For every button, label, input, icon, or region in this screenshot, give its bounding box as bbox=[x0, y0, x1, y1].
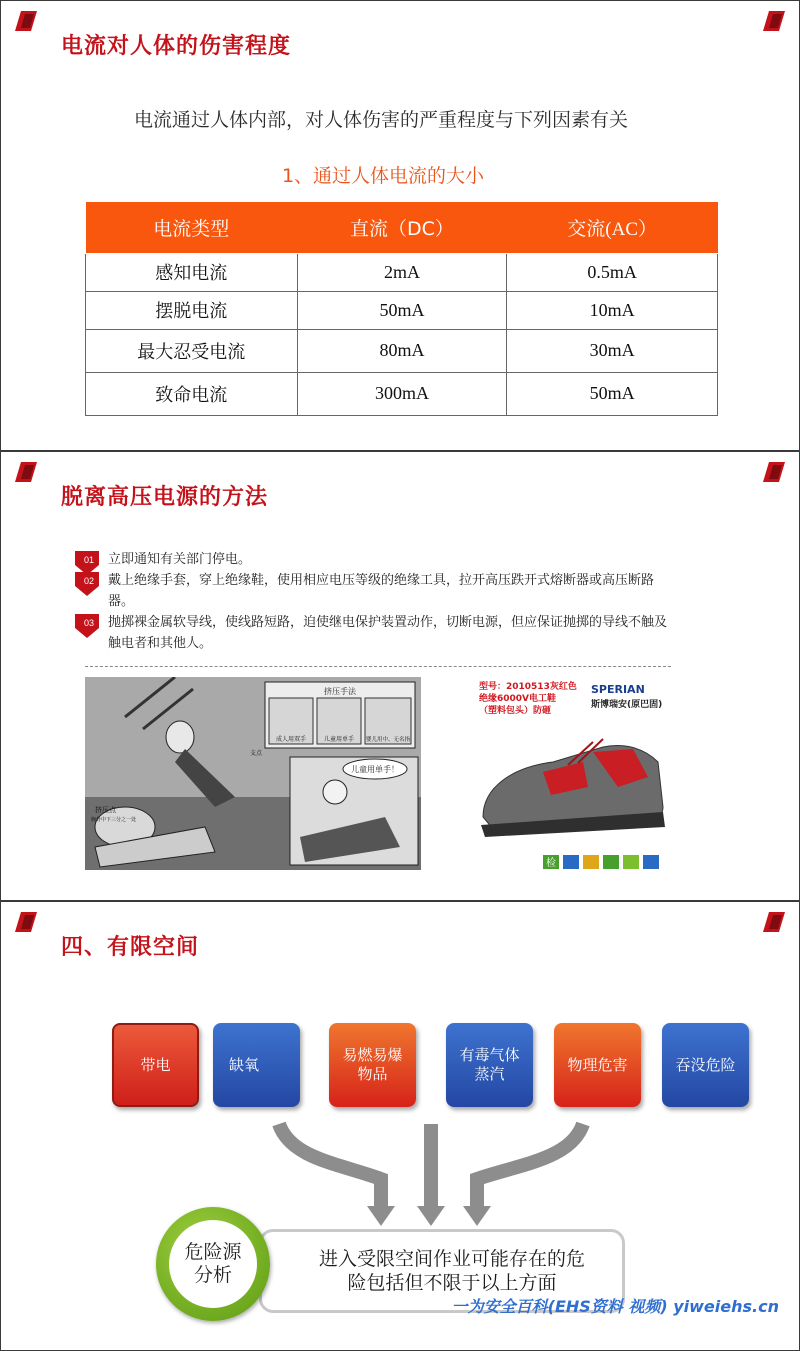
column-header: 交流(AC） bbox=[507, 202, 718, 253]
spec-line: （塑料包头）防砸 bbox=[479, 706, 552, 716]
step-text: 戴上绝缘手套，穿上绝缘鞋，使用相应电压等级的绝缘工具，拉开高压跌开式熔断器或高压断路器。 bbox=[108, 573, 655, 609]
column-header: 直流（DC） bbox=[297, 202, 507, 253]
corner-logo-icon bbox=[15, 912, 37, 932]
step-list bbox=[73, 549, 673, 654]
hazard-box: 物理危害 bbox=[554, 1023, 641, 1107]
brand-name: 斯博瑞安(原巴固) bbox=[591, 700, 663, 710]
step-text: 抛掷裸金属软导线，使线路短路，迫使继电保护装置动作，切断电源，但应保证抛掷的导线不触及触电者和其他人。 bbox=[108, 615, 668, 651]
slide-current-harm bbox=[0, 0, 800, 451]
dashed-divider bbox=[85, 666, 671, 667]
table-cell: 30mA bbox=[507, 329, 718, 372]
cpr-scene-icon bbox=[85, 677, 421, 870]
slide-title: 脱离高压电源的方法 bbox=[61, 485, 269, 510]
tag-point: 挤压点 bbox=[95, 806, 116, 814]
convergence-arrows-icon bbox=[261, 1114, 621, 1234]
column-header: 电流类型 bbox=[86, 202, 298, 253]
intro-text: 电流通过人体内部，对人体伤害的严重程度与下列因素有关 bbox=[133, 109, 628, 131]
table-cell: 最大忍受电流 bbox=[86, 329, 298, 372]
table-cell: 致命电流 bbox=[86, 372, 298, 415]
hazard-box: 带电 bbox=[112, 1023, 199, 1107]
table-row bbox=[86, 372, 718, 415]
corner-logo-icon bbox=[763, 912, 785, 932]
subheading: 1、通过人体电流的大小 bbox=[281, 165, 485, 187]
step-number: 01 bbox=[83, 555, 95, 565]
analysis-circle bbox=[156, 1207, 270, 1321]
step-arrow-icon bbox=[73, 572, 101, 596]
step-arrow-icon bbox=[73, 614, 101, 638]
table-row bbox=[86, 329, 718, 372]
current-table bbox=[85, 202, 718, 416]
insulated-shoe-image bbox=[473, 677, 673, 872]
hazard-box: 有毒气体蒸汽 bbox=[446, 1023, 533, 1107]
panel-title: 挤压手法 bbox=[324, 687, 356, 696]
panel-label: 成人用双手 bbox=[275, 736, 307, 743]
list-item bbox=[73, 549, 673, 570]
corner-logo-icon bbox=[763, 462, 785, 482]
table-header-row bbox=[86, 202, 718, 253]
slide-title: 四、有限空间 bbox=[61, 935, 200, 960]
table-cell: 50mA bbox=[297, 291, 507, 329]
table-row bbox=[86, 253, 718, 291]
cpr-illustration bbox=[85, 677, 421, 870]
corner-logo-icon bbox=[15, 11, 37, 31]
list-item bbox=[73, 570, 673, 612]
step-number: 02 bbox=[83, 576, 95, 586]
table-row bbox=[86, 291, 718, 329]
step-text: 立即通知有关部门停电。 bbox=[108, 552, 252, 567]
slide-title: 电流对人体的伤害程度 bbox=[61, 34, 292, 59]
table-cell: 摆脱电流 bbox=[86, 291, 298, 329]
table-cell: 300mA bbox=[297, 372, 507, 415]
tag-sub: 胸骨中下三分之一处 bbox=[91, 817, 137, 823]
tag-mark: 支点 bbox=[250, 750, 263, 757]
cert-badge: 检 bbox=[546, 858, 556, 869]
hazard-box: 吞没危险 bbox=[662, 1023, 749, 1107]
table-cell: 0.5mA bbox=[507, 253, 718, 291]
step-number: 03 bbox=[83, 618, 95, 628]
result-text: 进入受限空间作业可能存在的危险包括但不限于以上方面 bbox=[318, 1248, 585, 1294]
brand-logo: SPERIAN bbox=[591, 683, 645, 696]
circle-text: 危险源分析 bbox=[184, 1241, 242, 1286]
panel-label: 婴儿用中、无名指 bbox=[365, 737, 411, 743]
corner-logo-icon bbox=[15, 462, 37, 482]
list-item bbox=[73, 612, 673, 654]
spec-line: 型号：2010513灰红色 bbox=[479, 682, 577, 692]
circle-label bbox=[169, 1220, 257, 1308]
shoe-icon bbox=[473, 677, 673, 872]
corner-logo-icon bbox=[763, 11, 785, 31]
panel-label: 儿童用单手 bbox=[323, 736, 355, 743]
speech-bubble: 儿童用单手！ bbox=[351, 765, 399, 774]
table-cell: 10mA bbox=[507, 291, 718, 329]
table-cell: 80mA bbox=[297, 329, 507, 372]
slide-high-voltage bbox=[0, 451, 800, 901]
hazard-box: 缺氧 bbox=[213, 1023, 300, 1107]
hazard-box: 易燃易爆物品 bbox=[329, 1023, 416, 1107]
watermark: 一为安全百科(EHS资料 视频) yiweiehs.cn bbox=[451, 1297, 779, 1316]
table-cell: 2mA bbox=[297, 253, 507, 291]
table-cell: 50mA bbox=[507, 372, 718, 415]
spec-line: 绝缘6000V电工鞋 bbox=[479, 694, 557, 704]
table-cell: 感知电流 bbox=[86, 253, 298, 291]
slide-confined-space bbox=[0, 901, 800, 1351]
